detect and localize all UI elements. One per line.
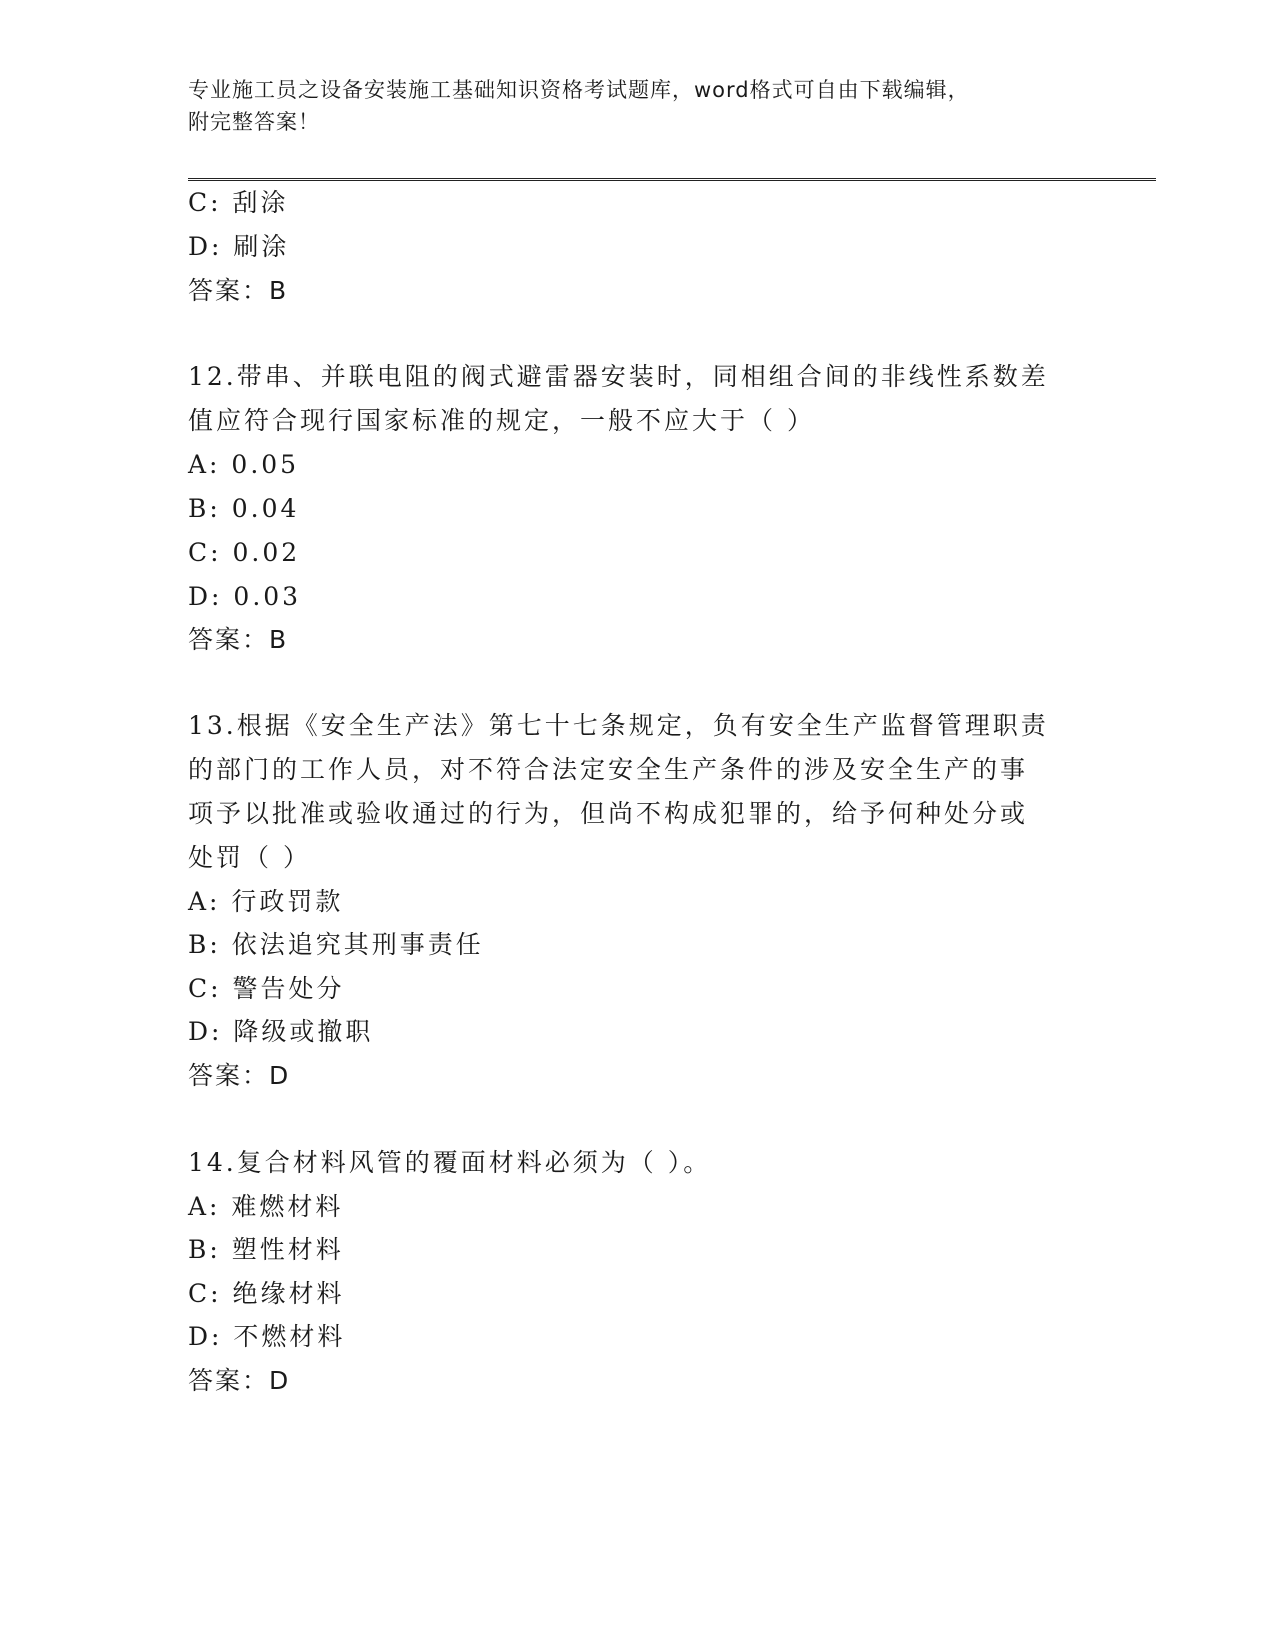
option-d: D: 降级或撤职 [188,1017,374,1046]
option-c: C: 刮涂 [188,188,289,217]
answer-line: 答案：B [188,625,289,654]
option-c: C: 绝缘材料 [188,1279,345,1308]
option-c: C: 警告处分 [188,974,345,1003]
question-12-text-line-2: 值应符合现行国家标准的规定，一般不应大于（ ） [188,406,815,435]
option-b: B: 依法追究其刑事责任 [188,930,484,959]
header-line-1: 专业施工员之设备安装施工基础知识资格考试题库，word格式可自由下载编辑， [188,78,970,102]
option-d: D: 不燃材料 [188,1322,346,1351]
option-b: B: 0.04 [188,494,300,523]
question-13-text-line-3: 项予以批准或验收通过的行为，但尚不构成犯罪的，给予何种处分或 [188,799,1029,828]
option-b: B: 塑性材料 [188,1235,344,1264]
option-a: A: 难燃材料 [188,1192,344,1221]
question-14-text-line-1: 14.复合材料风管的覆面材料必须为（ ）。 [188,1148,712,1177]
option-a: A: 0.05 [188,450,300,479]
option-d: D: 0.03 [188,582,302,611]
document-header [188,74,1088,138]
option-c: C: 0.02 [188,538,301,567]
option-d: D: 刷涂 [188,232,290,261]
question-13-text-line-4: 处罚（ ） [188,843,311,872]
question-13-text-line-1: 13.根据《安全生产法》第七十七条规定，负有安全生产监督管理职责 [188,711,1049,740]
question-13-text-line-2: 的部门的工作人员，对不符合法定安全生产条件的涉及安全生产的事 [188,755,1029,784]
question-12-text-line-1: 12.带串、并联电阻的阀式避雷器安装时，同相组合间的非线性系数差 [188,362,1049,391]
header-line-2: 附完整答案！ [188,110,320,134]
header-divider [188,178,1156,181]
answer-line: 答案：B [188,276,289,305]
option-a: A: 行政罚款 [188,887,344,916]
answer-line: 答案：D [188,1366,291,1395]
answer-line: 答案：D [188,1061,291,1090]
